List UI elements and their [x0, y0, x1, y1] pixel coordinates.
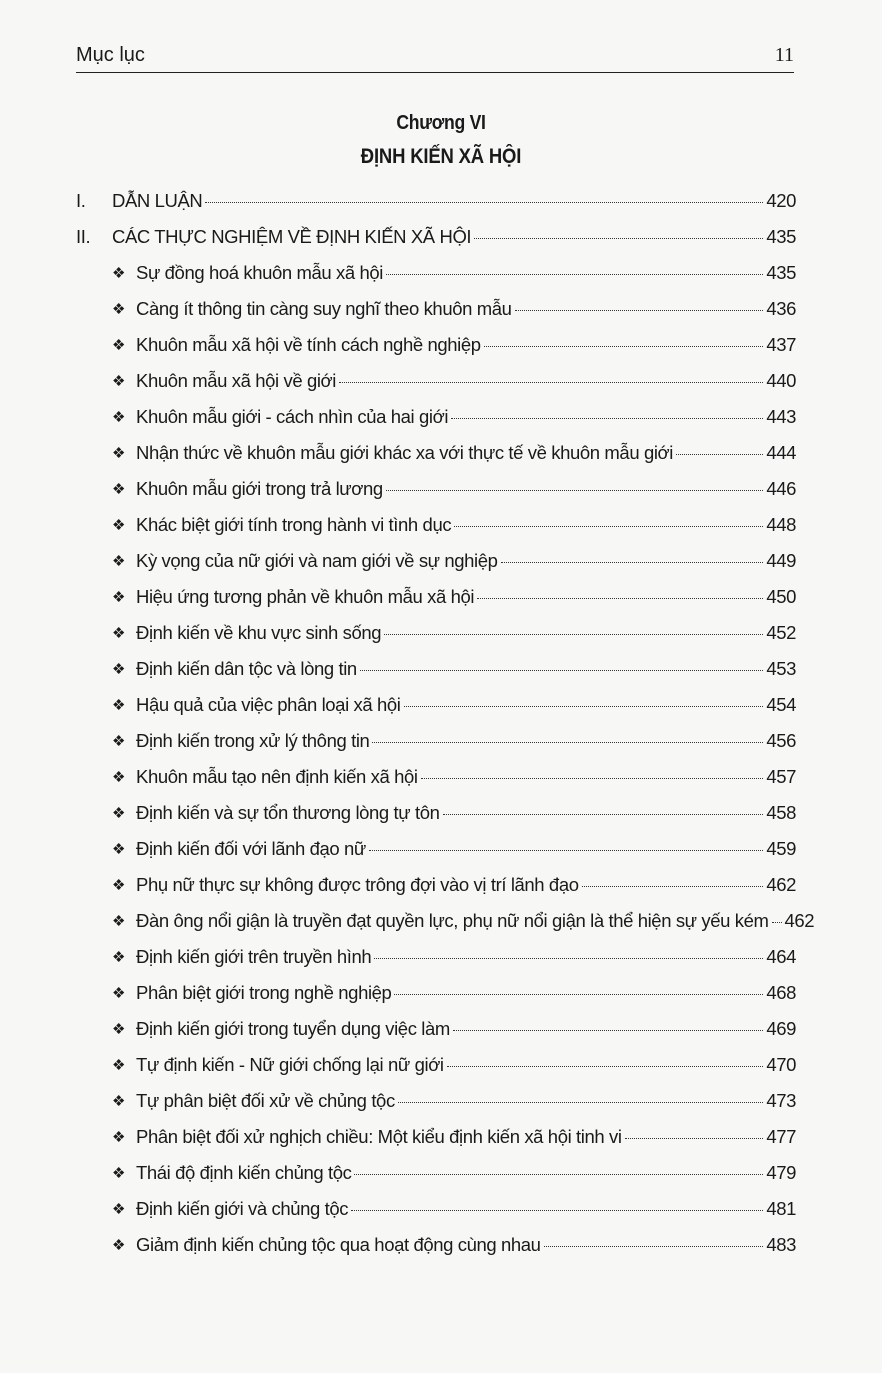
dot-leader — [421, 778, 764, 779]
dot-leader — [354, 1174, 763, 1175]
dot-leader — [374, 958, 763, 959]
dot-leader — [394, 994, 763, 995]
dot-leader — [386, 274, 763, 275]
item-page-number: 452 — [766, 622, 796, 643]
section-page-number: 420 — [766, 190, 796, 211]
chapter-label: Chương VI — [396, 112, 486, 134]
dot-leader — [544, 1246, 764, 1247]
four-diamond-bullet-icon: ❖ — [112, 409, 126, 426]
item-page-number: 458 — [766, 802, 796, 823]
toc-item-row[interactable] — [76, 1054, 796, 1090]
item-page-number: 462 — [766, 874, 796, 895]
four-diamond-bullet-icon: ❖ — [112, 1093, 126, 1110]
four-diamond-bullet-icon: ❖ — [112, 265, 126, 282]
four-diamond-bullet-icon: ❖ — [112, 1165, 126, 1182]
item-title: Kỳ vọng của nữ giới và nam giới về sự nghiệp — [136, 550, 498, 571]
item-title: Phân biệt giới trong nghề nghiệp — [136, 982, 392, 1003]
four-diamond-bullet-icon: ❖ — [112, 445, 126, 462]
toc-item-row[interactable] — [76, 874, 796, 910]
dot-leader — [582, 886, 764, 887]
item-title: Đàn ông nổi giận là truyền đạt quyền lực, phụ nữ nổi giận là thể hiện sự yếu kém — [136, 910, 769, 931]
dot-leader — [360, 670, 764, 671]
item-title: Định kiến giới trên truyền hình — [136, 946, 372, 967]
item-page-number: 457 — [766, 766, 796, 787]
item-page-number: 435 — [766, 262, 796, 283]
toc-item-row[interactable] — [76, 910, 815, 946]
toc-section-row[interactable] — [76, 226, 796, 262]
item-title: Định kiến giới trong tuyển dụng việc làm — [136, 1018, 450, 1039]
dot-leader — [451, 418, 763, 419]
toc-item-row[interactable] — [76, 1162, 796, 1198]
item-title: Giảm định kiến chủng tộc qua hoạt động cùng nhau — [136, 1234, 541, 1255]
table-of-contents — [76, 190, 815, 1270]
dot-leader — [454, 526, 763, 527]
item-page-number: 453 — [766, 658, 796, 679]
toc-item-row[interactable] — [76, 514, 796, 550]
four-diamond-bullet-icon: ❖ — [112, 1057, 126, 1074]
toc-item-row[interactable] — [76, 1018, 796, 1054]
item-page-number: 483 — [766, 1234, 796, 1255]
toc-item-row[interactable] — [76, 406, 796, 442]
item-page-number: 469 — [766, 1018, 796, 1039]
dot-leader — [384, 634, 763, 635]
dot-leader — [386, 490, 764, 491]
item-title: Khuôn mẫu giới trong trả lương — [136, 478, 383, 499]
item-page-number: 437 — [766, 334, 796, 355]
four-diamond-bullet-icon: ❖ — [112, 949, 126, 966]
item-title: Định kiến trong xử lý thông tin — [136, 730, 370, 751]
toc-item-row[interactable] — [76, 1198, 796, 1234]
dot-leader — [447, 1066, 764, 1067]
toc-item-row[interactable] — [76, 586, 796, 622]
toc-section-row[interactable] — [76, 190, 796, 226]
section-page-number: 435 — [766, 226, 796, 247]
item-page-number: 436 — [766, 298, 796, 319]
item-title: Khuôn mẫu tạo nên định kiến xã hội — [136, 766, 418, 787]
dot-leader — [369, 850, 763, 851]
item-page-number: 464 — [766, 946, 796, 967]
toc-item-row[interactable] — [76, 334, 796, 370]
toc-item-row[interactable] — [76, 982, 796, 1018]
item-page-number: 481 — [766, 1198, 796, 1219]
four-diamond-bullet-icon: ❖ — [112, 1021, 126, 1038]
four-diamond-bullet-icon: ❖ — [112, 481, 126, 498]
toc-item-row[interactable] — [76, 370, 796, 406]
toc-item-row[interactable] — [76, 694, 796, 730]
four-diamond-bullet-icon: ❖ — [112, 877, 126, 894]
toc-item-row[interactable] — [76, 298, 796, 334]
four-diamond-bullet-icon: ❖ — [112, 733, 126, 750]
four-diamond-bullet-icon: ❖ — [112, 769, 126, 786]
toc-item-row[interactable] — [76, 838, 796, 874]
running-header-page-number: 11 — [774, 44, 794, 66]
section-number: II. — [76, 226, 91, 247]
item-title: Định kiến đối với lãnh đạo nữ — [136, 838, 366, 859]
item-page-number: 477 — [766, 1126, 796, 1147]
toc-item-row[interactable] — [76, 622, 796, 658]
dot-leader — [501, 562, 764, 563]
dot-leader — [474, 238, 763, 239]
toc-item-row[interactable] — [76, 946, 796, 982]
toc-item-row[interactable] — [76, 550, 796, 586]
item-page-number: 446 — [766, 478, 796, 499]
item-page-number: 450 — [766, 586, 796, 607]
item-title: Định kiến và sự tổn thương lòng tự tôn — [136, 802, 440, 823]
four-diamond-bullet-icon: ❖ — [112, 841, 126, 858]
item-title: Phân biệt đối xử nghịch chiều: Một kiểu định kiến xã hội tinh vi — [136, 1126, 622, 1147]
toc-item-row[interactable] — [76, 262, 796, 298]
toc-item-row[interactable] — [76, 1090, 796, 1126]
four-diamond-bullet-icon: ❖ — [112, 1237, 126, 1254]
dot-leader — [372, 742, 763, 743]
item-page-number: 462 — [784, 910, 815, 931]
four-diamond-bullet-icon: ❖ — [112, 1201, 126, 1218]
running-header — [76, 44, 794, 73]
dot-leader — [339, 382, 763, 383]
item-page-number: 440 — [766, 370, 796, 391]
item-title: Hậu quả của việc phân loại xã hội — [136, 694, 401, 715]
toc-item-row[interactable] — [76, 658, 796, 694]
four-diamond-bullet-icon: ❖ — [112, 985, 126, 1002]
item-title: Càng ít thông tin càng suy nghĩ theo khuôn mẫu — [136, 298, 512, 319]
chapter-heading — [0, 112, 882, 169]
dot-leader — [398, 1102, 764, 1103]
item-title: Khuôn mẫu xã hội về tính cách nghề nghiệp — [136, 334, 481, 355]
four-diamond-bullet-icon: ❖ — [112, 553, 126, 570]
dot-leader — [351, 1210, 763, 1211]
four-diamond-bullet-icon: ❖ — [112, 805, 126, 822]
dot-leader — [404, 706, 764, 707]
toc-item-row[interactable] — [76, 1234, 796, 1270]
item-page-number: 454 — [766, 694, 796, 715]
item-page-number: 470 — [766, 1054, 796, 1075]
item-title: Phụ nữ thực sự không được trông đợi vào vị trí lãnh đạo — [136, 874, 579, 895]
four-diamond-bullet-icon: ❖ — [112, 913, 126, 930]
dot-leader — [443, 814, 764, 815]
four-diamond-bullet-icon: ❖ — [112, 517, 126, 534]
item-title: Nhận thức về khuôn mẫu giới khác xa với thực tế về khuôn mẫu giới — [136, 442, 673, 463]
item-title: Hiệu ứng tương phản về khuôn mẫu xã hội — [136, 586, 475, 607]
dot-leader — [676, 454, 763, 455]
item-page-number: 449 — [766, 550, 796, 571]
toc-item-row[interactable] — [76, 1126, 796, 1162]
item-title: Định kiến giới và chủng tộc — [136, 1198, 349, 1219]
toc-item-row[interactable] — [76, 802, 796, 838]
item-title: Sự đồng hoá khuôn mẫu xã hội — [136, 262, 384, 283]
four-diamond-bullet-icon: ❖ — [112, 373, 126, 390]
item-title: Khuôn mẫu giới - cách nhìn của hai giới — [136, 406, 449, 427]
item-page-number: 443 — [766, 406, 796, 427]
section-number: I. — [76, 190, 86, 211]
item-page-number: 456 — [766, 730, 796, 751]
dot-leader — [205, 202, 763, 203]
four-diamond-bullet-icon: ❖ — [112, 625, 126, 642]
dot-leader — [453, 1030, 763, 1031]
item-page-number: 444 — [766, 442, 796, 463]
item-title: Khuôn mẫu xã hội về giới — [136, 370, 336, 391]
item-page-number: 473 — [766, 1090, 796, 1111]
item-title: Khác biệt giới tính trong hành vi tình dục — [136, 514, 452, 535]
dot-leader — [515, 310, 764, 311]
dot-leader — [484, 346, 764, 347]
chapter-title: ĐỊNH KIẾN XÃ HỘI — [360, 145, 522, 168]
toc-item-row[interactable] — [76, 478, 796, 514]
section-title: DẪN LUẬN — [112, 190, 203, 211]
dot-leader — [625, 1138, 764, 1139]
section-title: CÁC THỰC NGHIỆM VỀ ĐỊNH KIẾN XÃ HỘI — [112, 226, 472, 247]
item-page-number: 459 — [766, 838, 796, 859]
dot-leader — [477, 598, 763, 599]
running-header-title: Mục lục — [76, 44, 145, 66]
item-title: Định kiến về khu vực sinh sống — [136, 622, 382, 643]
four-diamond-bullet-icon: ❖ — [112, 589, 126, 606]
toc-item-row[interactable] — [76, 766, 796, 802]
four-diamond-bullet-icon: ❖ — [112, 697, 126, 714]
item-title: Tự phân biệt đối xử về chủng tộc — [136, 1090, 395, 1111]
item-title: Tự định kiến - Nữ giới chống lại nữ giới — [136, 1054, 444, 1075]
four-diamond-bullet-icon: ❖ — [112, 301, 126, 318]
four-diamond-bullet-icon: ❖ — [112, 337, 126, 354]
four-diamond-bullet-icon: ❖ — [112, 661, 126, 678]
item-title: Định kiến dân tộc và lòng tin — [136, 658, 357, 679]
item-page-number: 479 — [766, 1162, 796, 1183]
item-page-number: 468 — [766, 982, 796, 1003]
dot-leader — [772, 922, 782, 923]
toc-item-row[interactable] — [76, 730, 796, 766]
four-diamond-bullet-icon: ❖ — [112, 1129, 126, 1146]
toc-item-row[interactable] — [76, 442, 796, 478]
item-page-number: 448 — [766, 514, 796, 535]
item-title: Thái độ định kiến chủng tộc — [136, 1162, 352, 1183]
